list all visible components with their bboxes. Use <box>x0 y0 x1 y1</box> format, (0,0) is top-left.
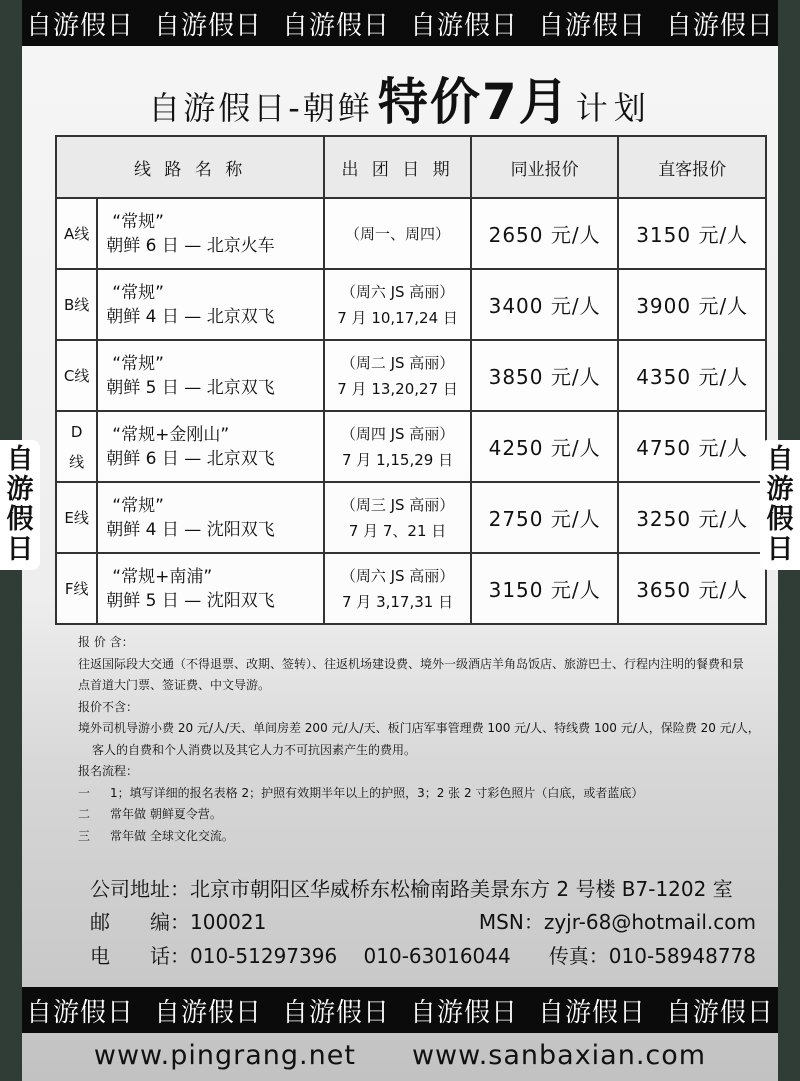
table-row <box>56 269 766 340</box>
banner-text: 自游假日 <box>409 997 518 1028</box>
header-date: 出 团 日 期 <box>324 136 471 198</box>
side-tab-right: 自 游 假 日 <box>760 440 800 570</box>
route-code: E线 <box>56 482 97 553</box>
banner-text: 自游假日 <box>26 10 135 41</box>
postal-code: 邮 编：100021 <box>90 910 267 934</box>
header-trade-price: 同业报价 <box>471 136 619 198</box>
trade-price: 3150 元/人 <box>471 553 619 624</box>
route-code: F线 <box>56 553 97 624</box>
terms-section <box>78 632 778 847</box>
banner-text: 自游假日 <box>537 10 646 41</box>
table-row <box>56 411 766 482</box>
departure-dates: （周二 JS 高丽） 7 月 13,20,27 日 <box>324 340 471 411</box>
banner-text: 自游假日 <box>281 997 390 1028</box>
contact-row <box>90 906 756 935</box>
banner-text: 自游假日 <box>26 997 135 1028</box>
excludes-text: 客人的自费和个人消费以及其它人力不可抗因素产生的费用。 <box>92 742 417 757</box>
retail-price: 4750 元/人 <box>618 411 766 482</box>
retail-price: 3900 元/人 <box>618 269 766 340</box>
trade-price: 4250 元/人 <box>471 411 619 482</box>
trade-price: 3850 元/人 <box>471 340 619 411</box>
route-name: “常规” 朝鲜 6 日 — 北京火车 <box>97 198 324 269</box>
phone-numbers: 电 话：010-51297396 010-63016044 <box>90 944 511 968</box>
route-name: “常规” 朝鲜 4 日 — 北京双飞 <box>97 269 324 340</box>
banner-text: 自游假日 <box>281 10 390 41</box>
table-header-row <box>56 136 766 198</box>
msn-contact: MSN：zyjr-68@hotmail.com <box>478 910 756 934</box>
signup-step: 三 常年做 全球文化交流。 <box>78 828 234 843</box>
route-name: “常规” 朝鲜 5 日 — 北京双飞 <box>97 340 324 411</box>
title-highlight: 特价7月 <box>377 73 571 131</box>
header-route: 线 路 名 称 <box>56 136 324 198</box>
bottom-banner <box>22 987 778 1033</box>
website-link[interactable]: www.sanbaxian.com <box>411 1040 707 1071</box>
includes-text: 往返国际段大交通（不得退票、改期、签转）、往返机场建设费、境外一级酒店羊角岛饭店、旅游巴士、行程内注明的餐费和景 <box>78 656 745 671</box>
title-suffix: 计划 <box>575 89 652 127</box>
excludes-text: 境外司机导游小费 20 元/人/天、单间房差 200 元/人/天、板门店军事管理费 100 元/人、特线费 100 元/人，保险费 20 元/人， <box>78 721 760 735</box>
table-row <box>56 340 766 411</box>
banner-text: 自游假日 <box>665 997 774 1028</box>
contact-row <box>90 940 756 969</box>
header-retail-price: 直客报价 <box>618 136 766 198</box>
route-name: “常规” 朝鲜 4 日 — 沈阳双飞 <box>97 482 324 553</box>
side-tab-left: 自 游 假 日 <box>0 440 40 570</box>
departure-dates: （周四 JS 高丽） 7 月 1,15,29 日 <box>324 411 471 482</box>
trade-price: 2750 元/人 <box>471 482 619 553</box>
banner-text: 自游假日 <box>153 997 262 1028</box>
company-address: 公司地址：北京市朝阳区华威桥东松榆南路美景东方 2 号楼 B7-1202 室 <box>90 877 733 901</box>
includes-heading: 报 价 含： <box>78 635 134 649</box>
trade-price: 2650 元/人 <box>471 198 619 269</box>
departure-dates: （周一、周四） <box>324 198 471 269</box>
website-link[interactable]: www.pingrang.net <box>93 1040 356 1071</box>
price-table <box>55 135 767 625</box>
website-links <box>22 1040 778 1071</box>
table-row <box>56 482 766 553</box>
signup-step: 一 1；填写详细的报名表格 2；护照有效期半年以上的护照，3；2 张 2 寸彩色照片（白底，或者蓝底） <box>78 785 644 800</box>
page-title <box>22 62 778 134</box>
route-name: “常规+南浦” 朝鲜 5 日 — 沈阳双飞 <box>97 553 324 624</box>
retail-price: 3650 元/人 <box>618 553 766 624</box>
banner-text: 自游假日 <box>153 10 262 41</box>
table-row <box>56 198 766 269</box>
signup-heading: 报名流程： <box>78 764 139 778</box>
retail-price: 4350 元/人 <box>618 340 766 411</box>
fax-number: 传真：010-58948778 <box>548 944 756 968</box>
title-prefix: 自游假日-朝鲜 <box>148 89 373 127</box>
departure-dates: （周六 JS 高丽） 7 月 10,17,24 日 <box>324 269 471 340</box>
table-row <box>56 553 766 624</box>
top-banner <box>22 0 778 46</box>
route-code: D 线 <box>56 411 97 482</box>
trade-price: 3400 元/人 <box>471 269 619 340</box>
signup-step: 二 常年做 朝鲜夏令营。 <box>78 807 222 821</box>
retail-price: 3250 元/人 <box>618 482 766 553</box>
route-name: “常规+金刚山” 朝鲜 6 日 — 北京双飞 <box>97 411 324 482</box>
includes-text: 点首道大门票、签证费、中文导游。 <box>78 678 271 692</box>
banner-text: 自游假日 <box>409 10 518 41</box>
flyer-page <box>22 0 778 1081</box>
route-code: C线 <box>56 340 97 411</box>
route-code: A线 <box>56 198 97 269</box>
route-code: B线 <box>56 269 97 340</box>
banner-text: 自游假日 <box>665 10 774 41</box>
excludes-heading: 报价不含： <box>78 699 139 714</box>
departure-dates: （周三 JS 高丽） 7 月 7、21 日 <box>324 482 471 553</box>
retail-price: 3150 元/人 <box>618 198 766 269</box>
departure-dates: （周六 JS 高丽） 7 月 3,17,31 日 <box>324 553 471 624</box>
banner-text: 自游假日 <box>537 997 646 1028</box>
